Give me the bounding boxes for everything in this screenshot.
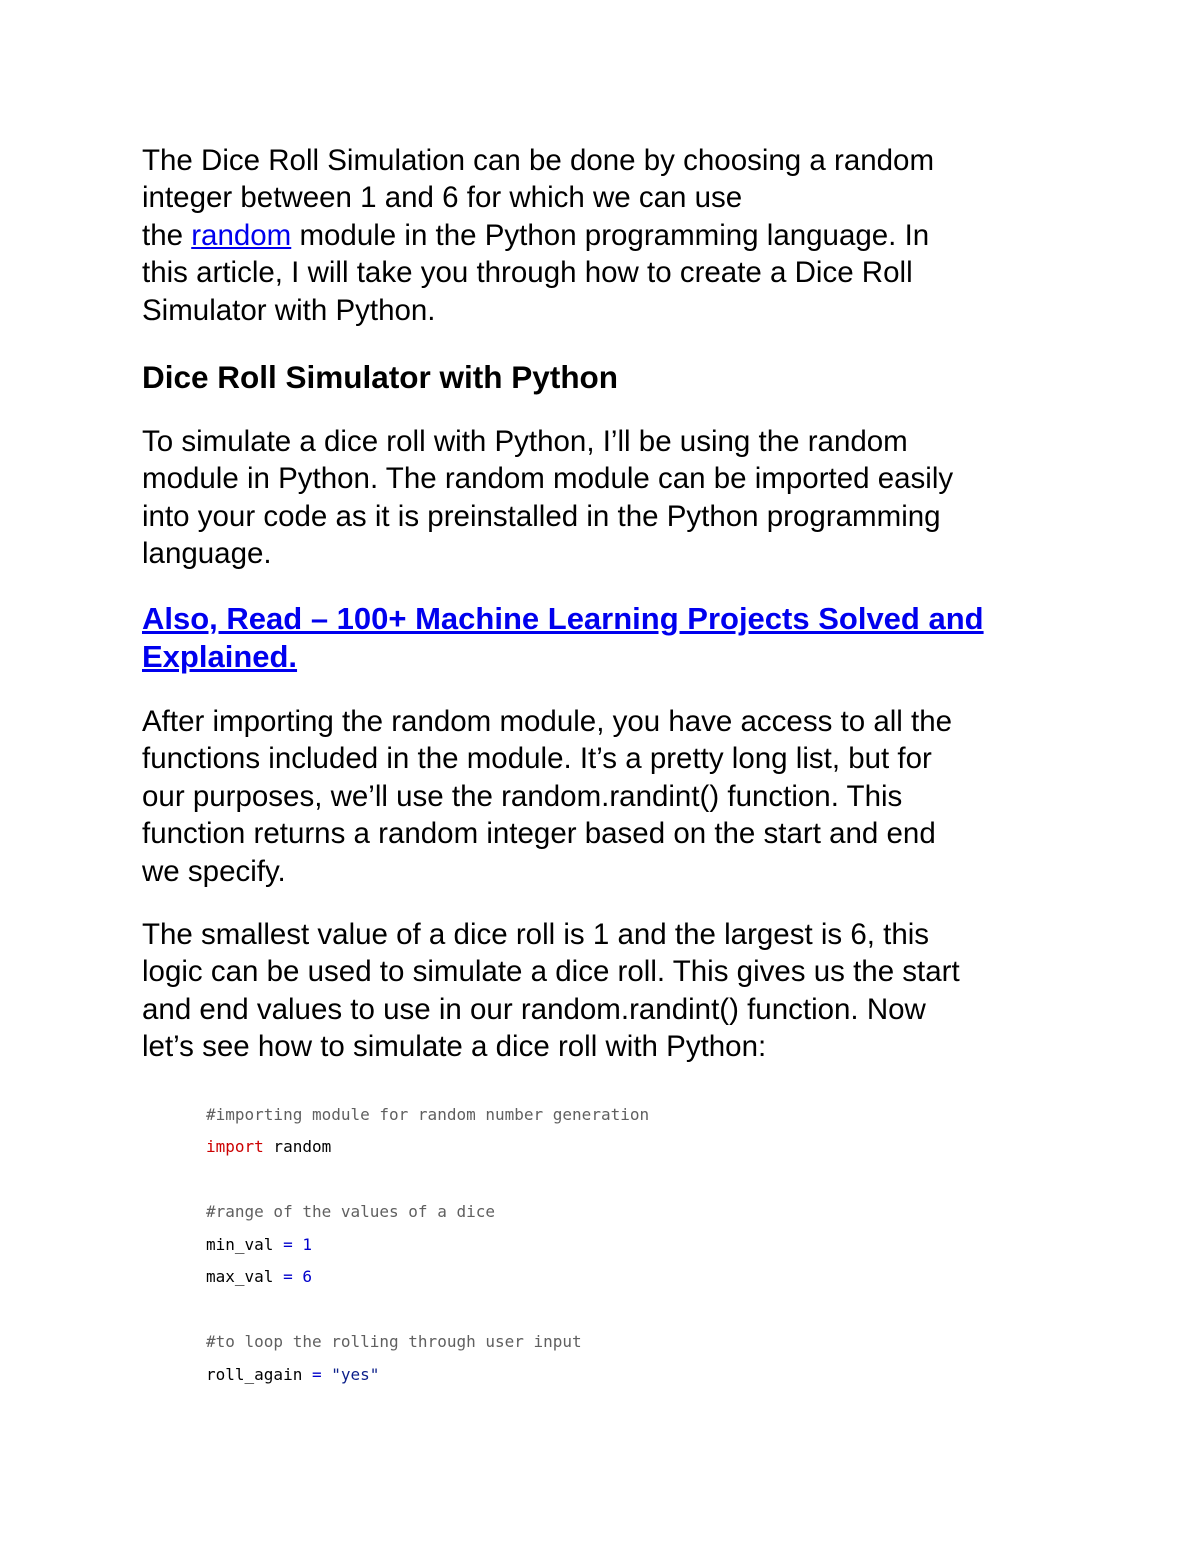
code-comment-loop: #to loop the rolling through user input [206, 1332, 582, 1351]
code-max-value: 6 [302, 1267, 312, 1286]
code-min-line [206, 1234, 312, 1256]
intro-line-4: this article, I will take you through how to create a Dice Roll [142, 256, 913, 290]
also-read-line-2: Explained. [142, 638, 298, 674]
para4-line-3: and end values to use in our random.randint() function. Now [142, 992, 926, 1026]
code-min-eq: = [273, 1235, 303, 1254]
code-roll-line [206, 1364, 379, 1386]
code-roll-name: roll_again [206, 1365, 303, 1384]
para2-line-1: To simulate a dice roll with Python, I’ll be using the random [142, 425, 908, 458]
para3-line-1: After importing the random module, you have access to all the [142, 705, 953, 738]
para2-line-2: module in Python. The random module can be imported easily [142, 462, 954, 496]
code-max-eq: = [273, 1267, 303, 1286]
intro-line-5: Simulator with Python. [142, 293, 436, 327]
intro-line-3 [142, 217, 1062, 254]
code-max-name: max_val [206, 1267, 274, 1286]
paragraph-random-module [142, 423, 1062, 573]
also-read-link[interactable] [142, 600, 1062, 675]
code-import-module: random [263, 1137, 332, 1156]
intro-line-1: The Dice Roll Simulation can be done by choosing a random [142, 144, 935, 177]
para2-line-3: into your code as it is preinstalled in the Python programming [142, 499, 941, 533]
intro-line-3-prefix: the [142, 218, 192, 252]
para4-line-1: The smallest value of a dice roll is 1 and the largest is 6, this [142, 918, 930, 951]
code-import-keyword: import [206, 1137, 264, 1156]
also-read-line-1: Also, Read – 100+ Machine Learning Projects Solved and [142, 601, 984, 636]
code-min-name: min_val [206, 1235, 274, 1254]
code-min-value: 1 [302, 1235, 312, 1254]
para3-line-4: function returns a random integer based on the start and end [142, 817, 936, 851]
code-import-line [206, 1136, 331, 1158]
section-heading: Dice Roll Simulator with Python [142, 359, 619, 395]
paragraph-randint [142, 703, 1062, 890]
para4-line-4: let’s see how to simulate a dice roll with Python: [142, 1030, 767, 1064]
para2-line-4: language. [142, 537, 272, 571]
para4-line-2: logic can be used to simulate a dice roll. This gives us the start [142, 955, 960, 989]
random-module-link[interactable]: random [191, 218, 292, 252]
code-roll-value: "yes" [331, 1365, 380, 1384]
code-comment-import: #importing module for random number generation [206, 1105, 650, 1124]
intro-line-3-suffix: module in the Python programming language. In [291, 218, 930, 252]
intro-line-2: integer between 1 and 6 for which we can use [142, 181, 743, 215]
code-comment-range: #range of the values of a dice [206, 1202, 495, 1221]
para3-line-5: we specify. [142, 854, 286, 888]
paragraph-dice-values [142, 916, 1062, 1066]
intro-paragraph [142, 142, 1062, 329]
code-max-line [206, 1266, 312, 1288]
para3-line-3: our purposes, we’ll use the random.randint() function. This [142, 779, 903, 813]
para3-line-2: functions included in the module. It’s a pretty long list, but for [142, 742, 932, 776]
code-roll-eq: = [302, 1365, 332, 1384]
